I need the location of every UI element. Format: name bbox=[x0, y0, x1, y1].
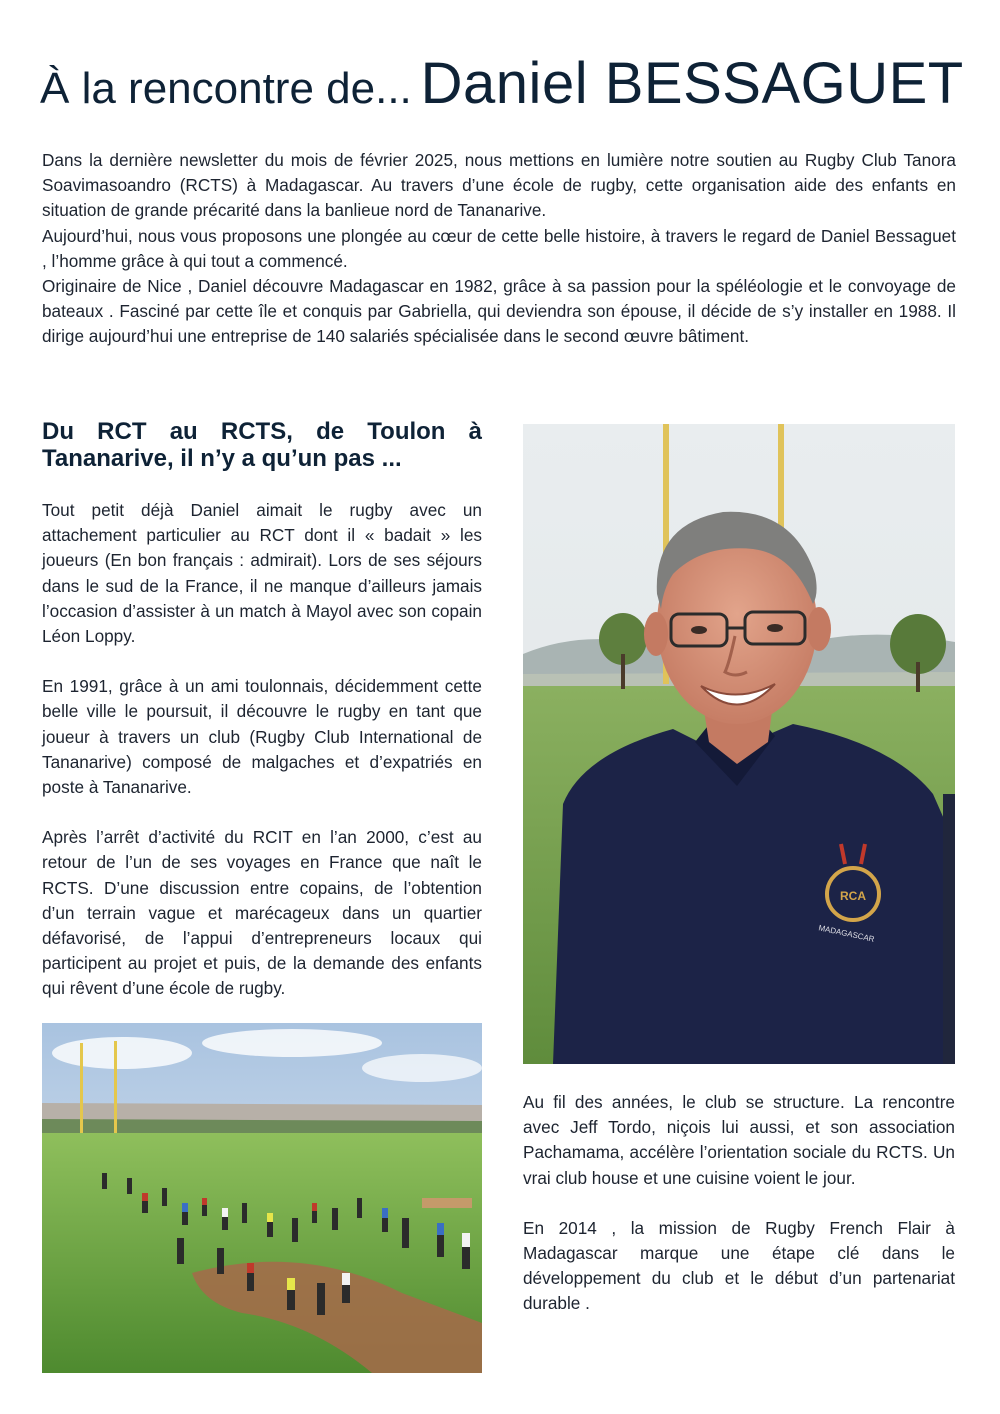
portrait-photo bbox=[523, 424, 955, 1064]
left-paragraph: En 1991, grâce à un ami toulonnais, décidemment cette belle ville le poursuit, il découvre le rugby en tant que joueur à travers un club (Rugby Club International de Tananarive) composé de malgaches et d’expatriés en poste à Tananarive. bbox=[42, 676, 482, 798]
right-column bbox=[523, 1090, 955, 1342]
right-paragraph: Au fil des années, le club se structure. La rencontre avec Jeff Tordo, niçois lui aussi, et son association Pachamama, accélère l’orientation sociale du RCTS. Un vrai club house et une cuisine voient le jour. bbox=[523, 1092, 955, 1188]
intro-paragraph: Aujourd’hui, nous vous proposons une plongée au cœur de cette belle histoire, à travers le regard de Daniel Bessaguet , l’homme grâce à qui tout a commencé. bbox=[42, 225, 956, 271]
section-subtitle: Du RCT au RCTS, de Toulon à Tananarive, il n’y a qu’un pas ... bbox=[42, 418, 482, 472]
left-column bbox=[42, 498, 482, 1027]
page-title bbox=[40, 50, 964, 117]
field-photo bbox=[42, 1023, 482, 1373]
badge-label: RCA bbox=[840, 889, 866, 903]
intro-paragraph: Originaire de Nice , Daniel découvre Madagascar en 1982, grâce à sa passion pour la spéléologie et le convoyage de bateaux . Fasciné par cette île et conquis par Gabriella, qui deviendra son épouse, il décide de s’y installer en 1988. Il dirige aujourd’hui une entreprise de 140 salariés spécialisée dans le second œuvre bâtiment. bbox=[42, 276, 956, 347]
shirt-text: MADAGASCAR bbox=[817, 923, 876, 944]
title-prefix: À la rencontre de... bbox=[40, 64, 412, 113]
intro-paragraph: Dans la dernière newsletter du mois de février 2025, nous mettions en lumière notre soutien au Rugby Club Tanora Soavimasoandro (RCTS) à Madagascar. Au travers d’une école de rugby, cette organisation aide des enfants en situation de grande précarité dans la banlieue nord de Tananarive. bbox=[42, 150, 956, 221]
title-name: Daniel BESSAGUET bbox=[420, 51, 964, 116]
intro-text bbox=[42, 148, 956, 350]
left-paragraph: Après l’arrêt d’activité du RCIT en l’an 2000, c’est au retour de l’un de ses voyages en France que naît le RCTS. D’une discussion entre copains, de l’obtention d’un terrain vague et marécageux dans un quartier défavorisé, de l’appui d’entrepreneurs locaux qui participent au projet et puis, de la demande des enfants qui rêvent d’une école de rugby. bbox=[42, 827, 482, 999]
left-paragraph: Tout petit déjà Daniel aimait le rugby avec un attachement particulier au RCT dont il « badait » les joueurs (En bon français : admirait). Lors de ses séjours dans le sud de la France, il ne manque d’ailleurs jamais l’occasion d’assister à un match à Mayol avec son copain Léon Loppy. bbox=[42, 500, 482, 647]
right-paragraph: En 2014 , la mission de Rugby French Flair à Madagascar marque une étape clé dans le développement du club et le début d’un partenariat durable . bbox=[523, 1217, 955, 1314]
